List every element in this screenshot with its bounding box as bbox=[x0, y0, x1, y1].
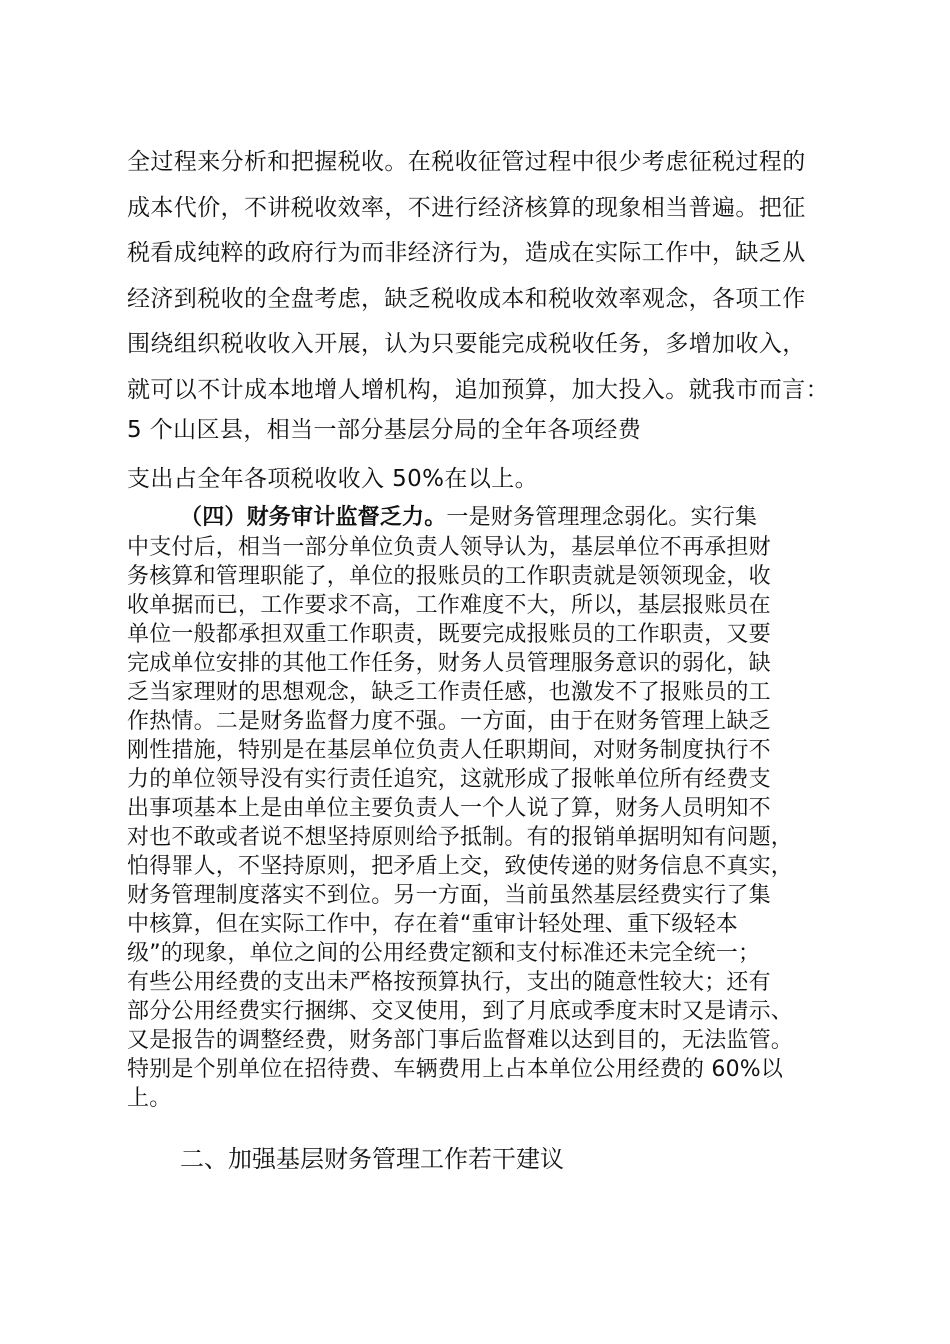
paragraph-2-line-20: 特别是个别单位在招待费、车辆费用上占本单位公用经费的 60%以 bbox=[127, 1057, 784, 1082]
paragraph-2-first-line-text: 一是财务管理理念弱化。实行集 bbox=[446, 505, 758, 530]
paragraph-2-line-6: 完成单位安排的其他工作任务，财务人员管理服务意识的弱化，缺 bbox=[127, 651, 771, 676]
paragraph-2-line-15: 中核算，但在实际工作中，存在着“重审计轻处理、重下级轻本 bbox=[127, 912, 738, 937]
paragraph-2-line-14: 财务管理制度落实不到位。另一方面，当前虽然基层经费实行了集 bbox=[127, 883, 771, 908]
paragraph-2-line-21: 上。 bbox=[127, 1086, 172, 1111]
paragraph-1-line-8: 支出占全年各项税收收入 50%在以上。 bbox=[127, 466, 539, 492]
paragraph-2-line-1 bbox=[180, 500, 757, 531]
paragraph-2-line-17: 有些公用经费的支出未严格按预算执行，支出的随意性较大；还有 bbox=[127, 970, 771, 995]
paragraph-2-line-3: 务核算和管理职能了，单位的报账员的工作职责就是领领现金，收 bbox=[127, 564, 771, 589]
paragraph-1-line-1: 全过程来分析和把握税收。在税收征管过程中很少考虑征税过程的 bbox=[127, 149, 806, 175]
paragraph-1-line-4: 经济到税收的全盘考虑，缺乏税收成本和税收效率观念，各项工作 bbox=[127, 286, 806, 312]
paragraph-2-line-5: 单位一般都承担双重工作职责，既要完成报账员的工作职责，又要 bbox=[127, 622, 771, 647]
paragraph-1-line-5: 围绕组织税收收入开展，认为只要能完成税收任务，多增加收入， bbox=[127, 331, 806, 357]
paragraph-2-line-9: 刚性措施，特别是在基层单位负责人任职期间，对财务制度执行不 bbox=[127, 738, 771, 763]
paragraph-2-line-2: 中支付后，相当一部分单位负责人领导认为，基层单位不再承担财 bbox=[127, 535, 771, 560]
paragraph-2-line-11: 出事项基本上是由单位主要负责人一个人说了算，财务人员明知不 bbox=[127, 796, 771, 821]
paragraph-2-line-19: 又是报告的调整经费，财务部门事后监督难以达到目的，无法监管。 bbox=[127, 1028, 794, 1053]
paragraph-2-line-8: 作热情。二是财务监督力度不强。一方面，由于在财务管理上缺乏 bbox=[127, 709, 771, 734]
paragraph-2-heading: （四）财务审计监督乏力。 bbox=[180, 505, 447, 530]
paragraph-2-line-7: 乏当家理财的思想观念，缺乏工作责任感，也激发不了报账员的工 bbox=[127, 680, 771, 705]
paragraph-2-line-10: 力的单位领导没有实行责任追究，这就形成了报帐单位所有经费支 bbox=[127, 767, 771, 792]
paragraph-2-line-18: 部分公用经费实行捆绑、交叉使用，到了月底或季度末时又是请示、 bbox=[127, 999, 794, 1024]
paragraph-1-line-6: 就可以不计成本地增人增机构，追加预算，加大投入。就我市而言： bbox=[127, 377, 829, 403]
paragraph-1-line-7: 5 个山区县，相当一部分基层分局的全年各项经费 bbox=[127, 417, 642, 443]
paragraph-1-line-3: 税看成纯粹的政府行为而非经济行为，造成在实际工作中，缺乏从 bbox=[127, 240, 806, 266]
paragraph-1-line-2: 成本代价，不讲税收效率，不进行经济核算的现象相当普遍。把征 bbox=[127, 195, 806, 221]
paragraph-2-line-4: 收单据而已，工作要求不高，工作难度不大，所以，基层报账员在 bbox=[127, 593, 771, 618]
paragraph-2-line-16: 级”的现象，单位之间的公用经费定额和支付标准还未完全统一； bbox=[127, 941, 761, 966]
section-heading: 二、加强基层财务管理工作若干建议 bbox=[180, 1145, 564, 1173]
paragraph-2-line-13: 怕得罪人，不坚持原则，把矛盾上交，致使传递的财务信息不真实， bbox=[127, 854, 794, 879]
paragraph-2-line-12: 对也不敢或者说不想坚持原则给予抵制。有的报销单据明知有问题， bbox=[127, 825, 794, 850]
